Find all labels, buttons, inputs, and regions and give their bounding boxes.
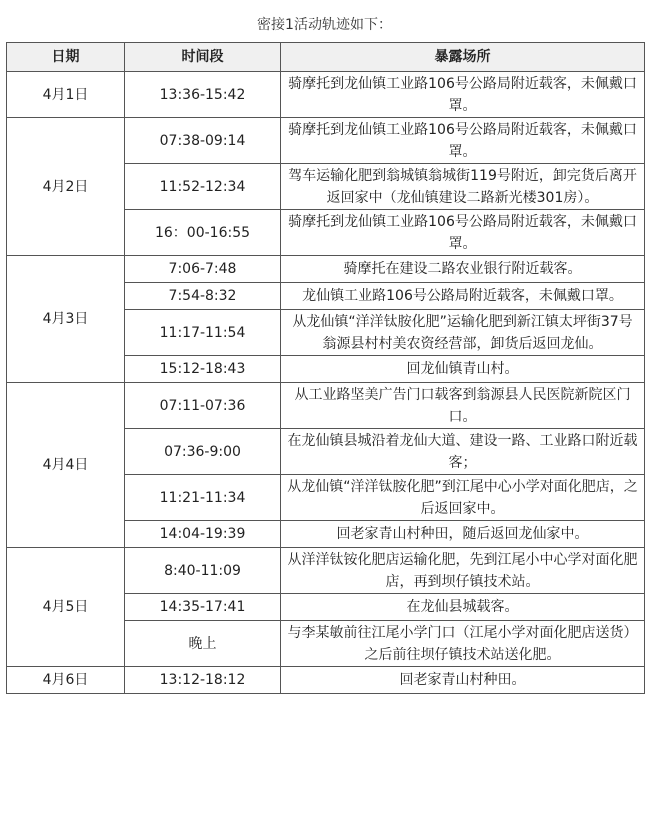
place-cell: 骑摩托到龙仙镇工业路106号公路局附近载客，未佩戴口罩。 — [281, 118, 645, 164]
date-cell: 4月2日 — [7, 118, 125, 256]
place-cell: 从工业路坚美广告门口载客到翁源县人民医院新院区门口。 — [281, 383, 645, 429]
place-cell: 从龙仙镇“洋洋钛胺化肥”到江尾中心小学对面化肥店，之后返回家中。 — [281, 475, 645, 521]
header-date: 日期 — [7, 43, 125, 72]
place-cell: 与李某敏前往江尾小学门口（江尾小学对面化肥店送货）之后前往坝仔镇技术站送化肥。 — [281, 621, 645, 667]
time-cell: 13:12-18:12 — [125, 667, 281, 694]
date-cell: 4月5日 — [7, 548, 125, 667]
table-row — [7, 72, 645, 118]
place-cell: 回老家青山村种田。 — [281, 667, 645, 694]
place-cell: 在龙仙镇县城沿着龙仙大道、建设一路、工业路口附近载客； — [281, 429, 645, 475]
place-cell: 骑摩托到龙仙镇工业路106号公路局附近载客，未佩戴口罩。 — [281, 210, 645, 256]
time-cell: 7:54-8:32 — [125, 283, 281, 310]
table-row — [7, 548, 645, 594]
time-cell: 16：00-16:55 — [125, 210, 281, 256]
place-cell: 龙仙镇工业路106号公路局附近载客，未佩戴口罩。 — [281, 283, 645, 310]
header-time: 时间段 — [125, 43, 281, 72]
time-cell: 07:36-9:00 — [125, 429, 281, 475]
time-cell: 13:36-15:42 — [125, 72, 281, 118]
table-row — [7, 667, 645, 694]
table-row — [7, 118, 645, 164]
date-cell: 4月1日 — [7, 72, 125, 118]
table-header-row — [7, 43, 645, 72]
place-cell: 骑摩托到龙仙镇工业路106号公路局附近载客，未佩戴口罩。 — [281, 72, 645, 118]
page-title: 密接1活动轨迹如下： — [257, 17, 392, 33]
time-cell: 11:21-11:34 — [125, 475, 281, 521]
time-cell: 14:04-19:39 — [125, 521, 281, 548]
time-cell: 14:35-17:41 — [125, 594, 281, 621]
time-cell: 晚上 — [125, 621, 281, 667]
place-cell: 回龙仙镇青山村。 — [281, 356, 645, 383]
table-body — [7, 72, 645, 694]
time-cell: 11:52-12:34 — [125, 164, 281, 210]
table-row — [7, 256, 645, 283]
time-cell: 11:17-11:54 — [125, 310, 281, 356]
date-cell: 4月4日 — [7, 383, 125, 548]
header-place: 暴露场所 — [281, 43, 645, 72]
place-cell: 骑摩托在建设二路农业银行附近载客。 — [281, 256, 645, 283]
date-cell: 4月3日 — [7, 256, 125, 383]
place-cell: 从洋洋钛铵化肥店运输化肥，先到江尾小中心学对面化肥店，再到坝仔镇技术站。 — [281, 548, 645, 594]
time-cell: 8:40-11:09 — [125, 548, 281, 594]
table-row — [7, 383, 645, 429]
place-cell: 从龙仙镇“洋洋钛胺化肥”运输化肥到新江镇太坪街37号翁源县村村美农资经营部，卸货后返回龙仙。 — [281, 310, 645, 356]
time-cell: 07:38-09:14 — [125, 118, 281, 164]
time-cell: 7:06-7:48 — [125, 256, 281, 283]
date-cell: 4月6日 — [7, 667, 125, 694]
place-cell: 回老家青山村种田，随后返回龙仙家中。 — [281, 521, 645, 548]
time-cell: 15:12-18:43 — [125, 356, 281, 383]
activity-table — [6, 42, 645, 694]
place-cell: 驾车运输化肥到翁城镇翁城街119号附近，卸完货后离开返回家中（龙仙镇建设二路新光楼301房）。 — [281, 164, 645, 210]
time-cell: 07:11-07:36 — [125, 383, 281, 429]
place-cell: 在龙仙县城载客。 — [281, 594, 645, 621]
